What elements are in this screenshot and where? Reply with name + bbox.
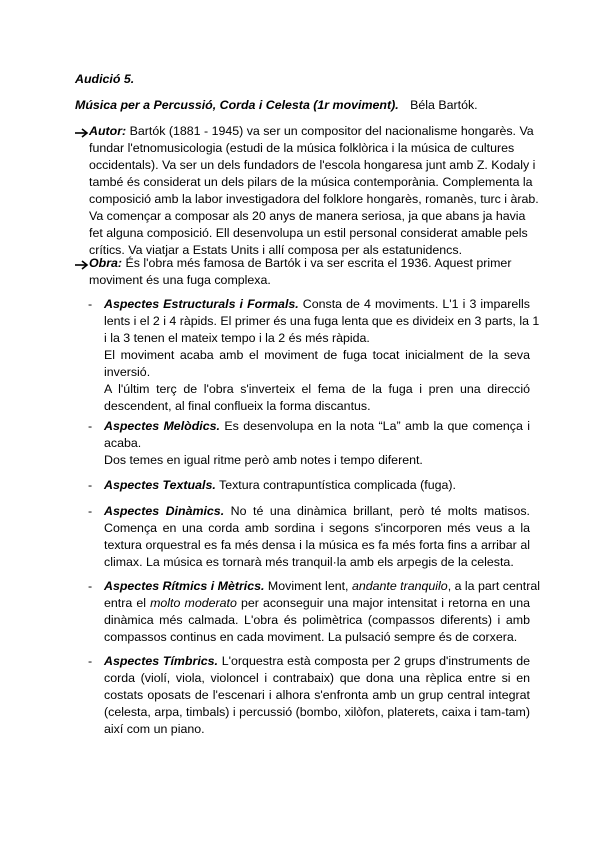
work-title: Música per a Percussió, Corda i Celesta (1r moviment). <box>75 98 399 112</box>
aspect-line: compassos continus en cada moviment. La pulsació sempre és de corxera. <box>104 630 518 644</box>
arrow-right-icon <box>74 259 90 271</box>
aspect-line: climax. La música es tornarà més tranquil·la amb els arpegis de la celesta. <box>104 555 514 569</box>
aspect-melodics: Aspectes Melòdics. Es desenvolupa en la nota “La” amb la que comença i acaba. Dos temes en igual ritme però amb notes i tempo diferent. <box>104 419 530 467</box>
aspect-estructurals: Aspectes Estructurals i Formals. Consta de 4 moviments. L'1 i 3 imparells lents i el 2 i 4 ràpids. El primer és una fuga lenta que es divideix en 3 parts, la 1 i la 3 tenen el mateix tempo i la 2 és més ràpida. El moviment acaba amb el moviment de fuga tocat inicialment de la seva inversió. A l'últim terç de l'obra s'inverteix el fema de la fuga i pren una direcció descendent, al final conflueix la forma discantus. <box>104 297 540 413</box>
aspect-label: Aspectes Textuals. <box>104 478 216 492</box>
autor-line-3: occidentals). Va ser un dels fundadors de l'escola hongaresa junt amb Z. Kodaly i <box>89 158 536 172</box>
aspect-textuals: Aspectes Textuals. Textura contrapuntística complicada (fuga). <box>104 478 456 492</box>
autor-line-2: fundar l'etnomusicologia (estudi de la música folklòrica i la música de cultures <box>89 141 515 155</box>
arrow-right-icon <box>74 127 90 139</box>
autor-line-4: també és considerat un dels pilars de la música contemporània. Complementa la <box>89 175 533 189</box>
bullet-dash: - <box>88 478 93 492</box>
aspect-line: A l'últim terç de l'obra s'inverteix el fema de la fuga i pren una direcció <box>104 382 530 396</box>
audition-title: Audició 5. <box>75 72 135 86</box>
autor-line-7: fet alguna composició. Ell desenvolupa un estil personal considerat amable pels <box>89 226 528 240</box>
aspect-timbrics: Aspectes Tímbrics. L'orquestra està composta per 2 grups d'instruments de corda (violí, viola, violoncel i contrabaix) que dona una rèplica entre si en costats oposats de l'escenari i alhora s'enfronta amb un grup central integrat (celesta, arpa, timbals) i percussió (bombo, xilòfon, platerets, caixa i tam-tam) així com un piano. <box>104 654 530 736</box>
bullet-dash: - <box>88 579 93 593</box>
autor-line-1: Autor: Bartók (1881 - 1945) va ser un compositor del nacionalisme hongarès. Va <box>89 124 534 138</box>
aspect-dinamics: Aspectes Dinàmics. No té una dinàmica brillant, però té molts matisos. Comença en una corda amb sordina i segons s'incorporen més veus a la textura orquestral es fa més densa i la música es fa més forta fins a arribar al climax. La música es tornarà més tranquil·la amb els arpegis de la celesta. <box>104 504 531 569</box>
aspect-line: Dos temes en igual ritme però amb notes i tempo diferent. <box>104 453 423 467</box>
bullet-dash: - <box>88 504 93 518</box>
aspect-line: descendent, al final conflueix la forma discantus. <box>104 399 371 413</box>
composer-name: Béla Bartók. <box>410 98 478 112</box>
aspect-line: El moviment acaba amb el moviment de fuga tocat inicialment de la seva <box>104 348 530 362</box>
aspect-ritmics: Aspectes Rítmics i Mètrics. Moviment lent, andante tranquilo, a la part central entra el molto moderato per aconseguir una major intensitat i retorna en una dinàmica més calmada. L'obra és polimètrica (compassos diferents) i amb compassos continus en cada moviment. La pulsació sempre és de corxera. <box>104 579 540 644</box>
autor-section <box>89 123 539 259</box>
aspect-line: textura orquestral es fa més densa i la música es fa més forta fins a arribar al <box>104 538 530 552</box>
aspect-line: Comença en una corda amb sordina i segons s'incorporen més veus a la <box>104 521 530 535</box>
aspect-label: Aspectes Rítmics i Mètrics. <box>104 579 265 593</box>
obra-line-2: moviment és una fuga complexa. <box>89 273 271 287</box>
autor-line-5: composició amb la labor investigadora del folklore hongarès, romanès, turc i àrab. <box>89 192 539 206</box>
bullet-dash: - <box>88 419 93 433</box>
work-heading <box>75 97 478 114</box>
obra-label: Obra: <box>89 256 123 270</box>
aspect-line: així com un piano. <box>104 722 205 736</box>
aspect-label: Aspectes Dinàmics. <box>104 504 225 518</box>
aspect-label: Aspectes Tímbrics. <box>104 654 218 668</box>
aspect-line: corda (violí, viola, violoncel i contrabaix) que dona una rèplica entre si en <box>104 671 530 685</box>
obra-section <box>89 255 511 289</box>
aspect-line: costats oposats de l'escenari i alhora s'enfronta amb un grup central integrat <box>104 688 530 702</box>
bullet-dash: - <box>88 297 93 311</box>
aspect-label: Aspectes Melòdics. <box>104 419 220 433</box>
aspect-line: inversió. <box>104 365 151 379</box>
tempo-term: andante tranquilo <box>351 579 448 593</box>
aspect-line: i la 3 tenen el mateix tempo i la 2 és més ràpida. <box>104 331 370 345</box>
tempo-term: molto moderato <box>150 596 237 610</box>
aspect-line: (celesta, arpa, timbals) i percussió (bombo, xilòfon, platerets, caixa i tam-tam) <box>104 705 530 719</box>
aspect-line: lents i el 2 i 4 ràpids. El primer és una fuga lenta que es divideix en 3 parts, la 1 <box>104 314 540 328</box>
bullet-dash: - <box>88 654 93 668</box>
aspect-line: acaba. <box>104 436 142 450</box>
autor-line-8: crítics. Va viatjar a Estats Units i allí composa per als estatunidencs. <box>89 243 463 257</box>
autor-line-6: Va començar a composar als 20 anys de manera seriosa, ja que abans ja havia <box>89 209 526 223</box>
aspect-line: dinàmica més calmada. L'obra és polimètrica (compassos diferents) i amb <box>104 613 530 627</box>
aspect-label: Aspectes Estructurals i Formals. <box>104 297 299 311</box>
obra-line-1: Obra: És l'obra més famosa de Bartók i va ser escrita el 1936. Aquest primer <box>89 256 512 270</box>
autor-label: Autor: <box>89 124 127 138</box>
